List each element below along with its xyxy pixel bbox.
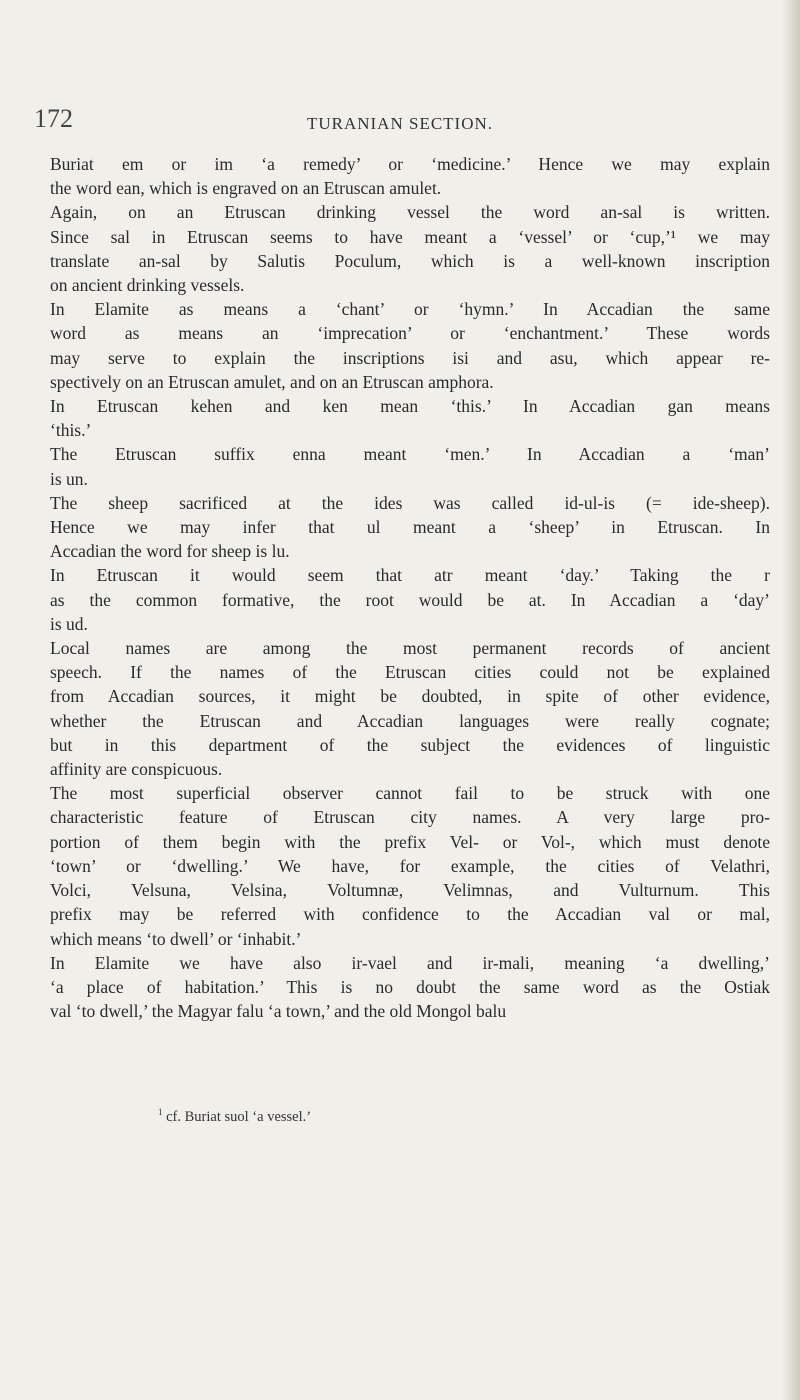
- text-line: In Elamite as means a ‘chant’ or ‘hymn.’ In Accadian the same: [50, 299, 770, 320]
- running-head: TURANIAN SECTION.: [306, 114, 494, 133]
- page-edge-shadow: [782, 0, 800, 1400]
- paragraph: [50, 200, 770, 297]
- text-line: The sheep sacrificed at the ides was called id-ul-is (= ide-sheep).: [50, 492, 770, 513]
- paragraph: [50, 394, 770, 442]
- text-line: as the common formative, the root would be at. In Accadian a ‘day’: [50, 589, 770, 610]
- footnote-text: cf. Buriat suol ‘a vessel.’: [166, 1108, 312, 1125]
- text-line: word as means an ‘imprecation’ or ‘enchantment.’ These words: [50, 323, 770, 344]
- text-line: Again, on an Etruscan drinking vessel the word an-sal is written.: [50, 202, 770, 223]
- paragraph: [50, 781, 770, 950]
- text-line: which means ‘to dwell’ or ‘inhabit.’: [50, 928, 302, 949]
- text-line: whether the Etruscan and Accadian languages were really cognate;: [50, 710, 770, 731]
- text-line: In Etruscan kehen and ken mean ‘this.’ In Accadian gan means: [50, 396, 770, 417]
- paragraph: [50, 297, 770, 394]
- text-line: The Etruscan suffix enna meant ‘men.’ In Accadian a ‘man’: [50, 444, 770, 465]
- footnote: [158, 1107, 311, 1126]
- text-line: ‘a place of habitation.’ This is no doubt the same word as the Ostiak: [50, 976, 770, 997]
- text-line: Hence we may infer that ul meant a ‘sheep’ in Etruscan. In: [50, 517, 770, 538]
- text-line: prefix may be referred with confidence to the Accadian val or mal,: [50, 904, 770, 925]
- text-line: ‘town’ or ‘dwelling.’ We have, for example, the cities of Velathri,: [50, 855, 770, 876]
- text-line: but in this department of the subject the evidences of linguistic: [50, 734, 770, 755]
- text-line: val ‘to dwell,’ the Magyar falu ‘a town,’ and the old Mongol balu: [50, 1001, 507, 1022]
- text-line: speech. If the names of the Etruscan cities could not be explained: [50, 662, 770, 683]
- paragraph: [50, 491, 770, 564]
- body-text: [50, 152, 770, 1023]
- text-line: In Etruscan it would seem that atr meant ‘day.’ Taking the r: [50, 565, 770, 586]
- footnote-marker: 1: [158, 1107, 163, 1117]
- text-line: Local names are among the most permanent records of ancient: [50, 638, 770, 659]
- text-line: characteristic feature of Etruscan city names. A very large pro-: [50, 807, 770, 828]
- text-line: Volci, Velsuna, Velsina, Voltumnæ, Velimnas, and Vulturnum. This: [50, 880, 770, 901]
- text-line: Since sal in Etruscan seems to have meant a ‘vessel’ or ‘cup,’¹ we may: [50, 226, 770, 247]
- text-line: translate an-sal by Salutis Poculum, which is a well-known inscription: [50, 250, 770, 271]
- text-line: Accadian the word for sheep is lu.: [50, 541, 290, 562]
- text-line: is ud.: [50, 613, 88, 634]
- text-line: affinity are conspicuous.: [50, 759, 223, 780]
- text-line: on ancient drinking vessels.: [50, 275, 245, 296]
- text-line: ‘this.’: [50, 420, 92, 441]
- text-line: the word ean, which is engraved on an Etruscan amulet.: [50, 178, 442, 199]
- text-line: is un.: [50, 468, 88, 489]
- text-line: In Elamite we have also ir-vael and ir-mali, meaning ‘a dwelling,’: [50, 952, 770, 973]
- text-line: from Accadian sources, it might be doubted, in spite of other evidence,: [50, 686, 770, 707]
- text-line: may serve to explain the inscriptions isi and asu, which appear re-: [50, 347, 770, 368]
- text-line: spectively on an Etruscan amulet, and on an Etruscan amphora.: [50, 371, 494, 392]
- paragraph: [50, 636, 770, 781]
- paragraph: [50, 951, 770, 1024]
- paragraph: [50, 152, 770, 200]
- paragraph: [50, 442, 770, 490]
- text-line: Buriat em or im ‘a remedy’ or ‘medicine.’ Hence we may explain: [50, 154, 770, 174]
- text-line: portion of them begin with the prefix Vel- or Vol-, which must denote: [50, 831, 770, 852]
- page-number: 172: [34, 104, 73, 133]
- paragraph: [50, 563, 770, 636]
- text-line: The most superficial observer cannot fail to be struck with one: [50, 783, 770, 804]
